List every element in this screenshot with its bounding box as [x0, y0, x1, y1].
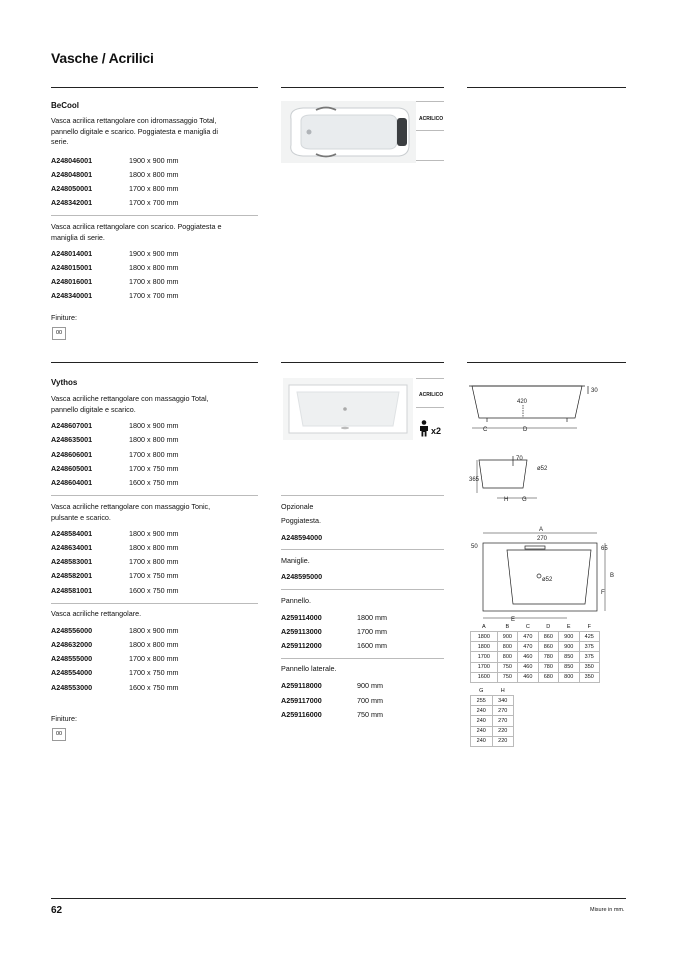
divider	[416, 407, 444, 408]
table-row: 255 340	[471, 696, 514, 706]
divider	[51, 87, 258, 88]
divider	[281, 495, 444, 496]
divider	[281, 362, 444, 363]
table-row: 240 220	[471, 726, 514, 736]
panel-label: Pannello.	[281, 596, 311, 605]
dim-label: ø52	[542, 577, 553, 583]
divider	[51, 495, 258, 496]
vythos-bathtub-image	[283, 378, 413, 440]
divider	[416, 378, 444, 379]
finish-swatch: 00	[52, 327, 66, 340]
dim-label: E	[511, 617, 516, 623]
options-title: Opzionale	[281, 502, 314, 511]
dim-label: H	[504, 497, 509, 503]
page-number: 62	[51, 905, 63, 916]
vythos-description-1: Vasca acriliche rettangolare con massaggio Total, pannello digitale e scarico.	[51, 394, 209, 414]
table-row: 1700 800 460 780 850 375	[471, 652, 600, 662]
divider	[51, 215, 258, 216]
dim-label: G	[522, 497, 527, 503]
dim-label: 50	[471, 544, 478, 550]
persons-icon	[418, 420, 430, 442]
divider	[281, 589, 444, 590]
table-row: 1700 750 460 780 850 350	[471, 662, 600, 672]
dimensions-table	[470, 622, 600, 683]
divider	[467, 87, 626, 88]
divider	[281, 549, 444, 550]
finish-label: Finiture:	[51, 714, 77, 723]
becool-description-1: Vasca acrilica rettangolare con idromassaggio Total, pannello digitale e scarico. Poggiatesta e maniglia di serie.	[51, 116, 219, 147]
dim-label: 365	[469, 477, 480, 483]
table-row: 1600 750 460 680 800 350	[471, 672, 600, 682]
dim-label: C	[483, 427, 488, 433]
side-panel-label: Pannello laterale.	[281, 664, 337, 673]
capacity-label: x2	[431, 426, 442, 436]
dim-label: F	[601, 590, 605, 596]
divider	[51, 362, 258, 363]
vythos-description-2: Vasca acriliche rettangolare con massaggio Tonic, pulsante e scarico.	[51, 502, 211, 522]
table-row: 1800 800 470 860 900 375	[471, 642, 600, 652]
becool-description-2: Vasca acrilica rettangolare con scarico. Poggiatesta e maniglia di serie.	[51, 222, 222, 242]
table-row: 240 270	[471, 706, 514, 716]
product-name-becool: BeCool	[51, 101, 79, 110]
dim-label: A	[539, 527, 544, 533]
vythos-description-3: Vasca acriliche rettangolare.	[51, 609, 142, 618]
dim-label: 70	[516, 456, 523, 462]
divider	[281, 87, 444, 88]
divider	[51, 603, 258, 604]
product-name-vythos: Vythos	[51, 378, 78, 387]
footer-note: Misure in mm.	[590, 907, 625, 913]
divider	[281, 658, 444, 659]
table-row: 1800 900 470 860 900 425	[471, 632, 600, 642]
dim-label: D	[523, 427, 528, 433]
page-title: Vasche / Acrilici	[51, 50, 154, 66]
technical-drawing	[467, 378, 627, 633]
dim-label: 30	[591, 388, 598, 394]
dim-label: 270	[537, 536, 548, 542]
finish-label: Finiture:	[51, 313, 77, 322]
table-row: 240 270	[471, 716, 514, 726]
dim-label: ø52	[537, 466, 548, 472]
divider	[467, 362, 626, 363]
dim-label: 65	[601, 546, 608, 552]
headrest-label: Poggiatesta.	[281, 516, 321, 525]
divider	[416, 160, 444, 161]
table-row: 240 220	[471, 736, 514, 746]
divider	[416, 130, 444, 131]
material-badge: ACRILICO	[419, 392, 444, 398]
becool-bathtub-image	[281, 101, 416, 163]
finish-swatch: 00	[52, 728, 66, 741]
dimensions-table-gh	[470, 686, 514, 747]
material-badge: ACRILICO	[419, 116, 444, 122]
footer-divider	[51, 898, 626, 899]
table-header-row: A B C D E F	[481, 623, 591, 630]
divider	[416, 101, 444, 102]
dim-label: 420	[517, 399, 528, 405]
dim-label: B	[610, 573, 615, 579]
handles-label: Maniglie.	[281, 556, 310, 565]
table-header-row: G H	[479, 687, 505, 694]
